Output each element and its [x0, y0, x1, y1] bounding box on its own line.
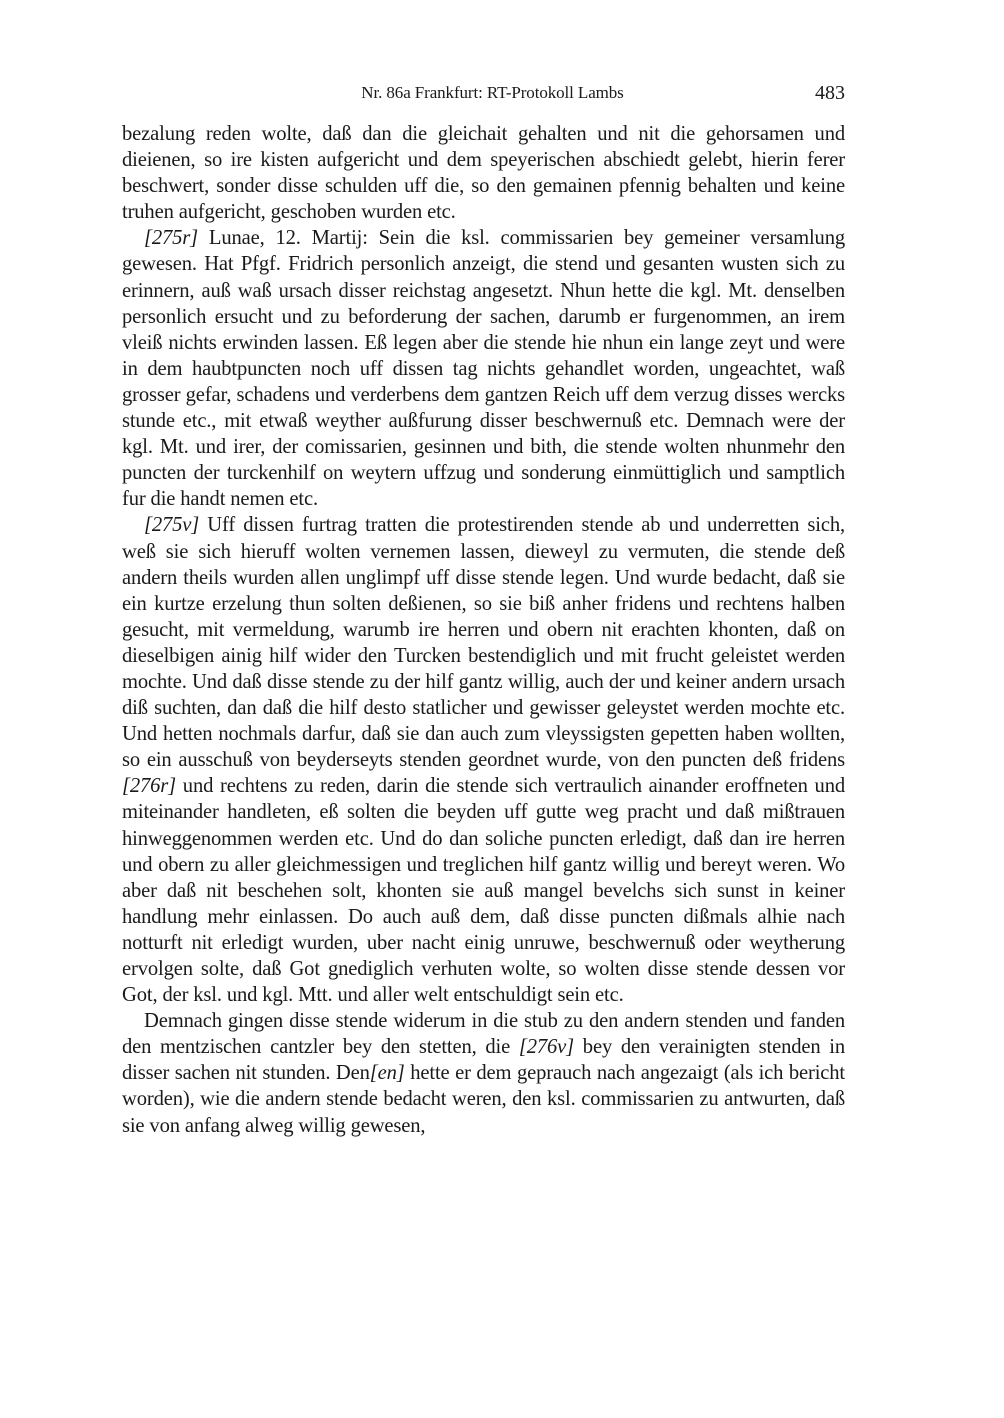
paragraph-2	[122, 225, 845, 512]
folio-marker-276r: [276r]	[122, 775, 177, 798]
paragraph-4	[122, 1008, 845, 1138]
paragraph-text: bezalung reden wolte, daß dan die gleichait gehalten und nit die gehorsamen und dieienen, so ire kisten aufgericht und dem speyerischen abschiedt gelebt, hierin ferer beschwert, sonder disse schulden uff die, so den gemainen pfennig behalten und keine truhen aufgericht, geschoben wurden etc.	[122, 123, 845, 224]
folio-marker-275v: [275v]	[144, 514, 200, 537]
body-text	[122, 121, 845, 1139]
editorial-insertion: [en]	[369, 1062, 405, 1085]
paragraph-text: bey den verainigten stenden in disser sachen nit stunden. Den	[122, 1036, 845, 1085]
paragraph-text: Uff dissen furtrag tratten die protestirenden stende ab und underretten sich, weß sie sich hieruff wolten vernemen lassen, dieweyl zu vermuten, die stende deß andern theils wurden allen unglimpf uff disse stende legen. Und wurde bedacht, daß sie ein kurtze erzelung thun solten deßienen, so sie biß anher fridens und rechtens halben gesucht, mit vermeldung, warumb ire herren und obern nit erachten khonten, daß on dieselbigen ainig hilf wider den Turcken bestendiglich und mit frucht geleistet werden mochte. Und daß disse stende zu der hilf gantz willig, auch der und keiner andern ursach diß suchten, dan daß die hilf desto statlicher und gewisser geleystet werden mochte etc. Und hetten nochmals darfur, daß sie dan auch zum vleyssigsten gepetten haben wollten, so ein ausschuß von beyderseyts stenden geordnet wurde, von den puncten deß fridens	[122, 514, 845, 772]
folio-marker-276v: [276v]	[518, 1036, 575, 1059]
paragraph-text: hette er dem geprauch nach angezaigt (als ich bericht worden), wie die andern stende bedacht weren, den ksl. commissarien zu antwurten, daß sie von anfang alweg willig gewesen,	[122, 1062, 845, 1137]
document-page	[122, 78, 845, 1139]
page-number: 483	[815, 82, 845, 104]
paragraph-text: und rechtens zu reden, darin die stende sich vertraulich ainander eroffneten und miteinander handleten, eß solten die beyden uff gutte weg pracht und daß mißtrauen hinweggenommen werden etc. Und do dan soliche puncten erledigt, daß dan ire herren und obern zu aller gleichmessigen und treglichen hilf gantz willig und bereyt weren. Wo aber daß nit beschehen solt, khonten sie auß mangel bevelchs sich sunst in keiner handlung mehr einlassen. Do auch auß dem, daß disse puncten dißmals alhie nach notturft nit erledigt wurden, uber nacht einig unruwe, beschwernuß oder weytherung ervolgen solte, daß Got gnediglich verhuten wolte, so wolten disse stende dessen vor Got, der ksl. und kgl. Mtt. und aller welt entschuldigt sein etc.	[122, 775, 845, 1007]
paragraph-text: Lunae, 12. Martij: Sein die ksl. commissarien bey gemeiner versamlung gewesen. Hat Pfgf. Fridrich personlich anzeigt, die stend und gesanten wusten sich zu erinnern, auß waß ursach disser reichstag angesetzt. Nhun hette die kgl. Mt. denselben personlich ersucht und zu beforderung der sachen, darumb er furgenommen, an irem vleiß nichts erwinden lassen. Eß legen aber die stende hie nhun ein lange zeyt und were in dem haubtpuncten noch uff dissen tag nichts gehandlet worden, ungeachtet, waß grosser gefar, schadens und verderbens dem gantzen Reich uff dem verzug disses wercks stunde etc., mit etwaß weyther außfurung disser beschwernuß etc. Demnach were der kgl. Mt. und irer, der comissarien, gesinnen und bith, die stende wolten nhunmehr den puncten der turckenhilf on weytern uffzug und sonderung einmüttiglich und samptlich fur die handt nemen etc.	[122, 227, 845, 511]
running-head	[122, 78, 845, 108]
paragraph-1	[122, 121, 845, 225]
running-title: Nr. 86a Frankfurt: RT-Protokoll Lambs	[361, 83, 624, 102]
paragraph-3	[122, 512, 845, 1008]
folio-marker-275r: [275r]	[144, 227, 199, 250]
paragraph-text: Demnach gingen disse stende widerum in die stub zu den andern stenden und fanden den mentzischen cantzler bey den stetten, die	[122, 1010, 845, 1059]
